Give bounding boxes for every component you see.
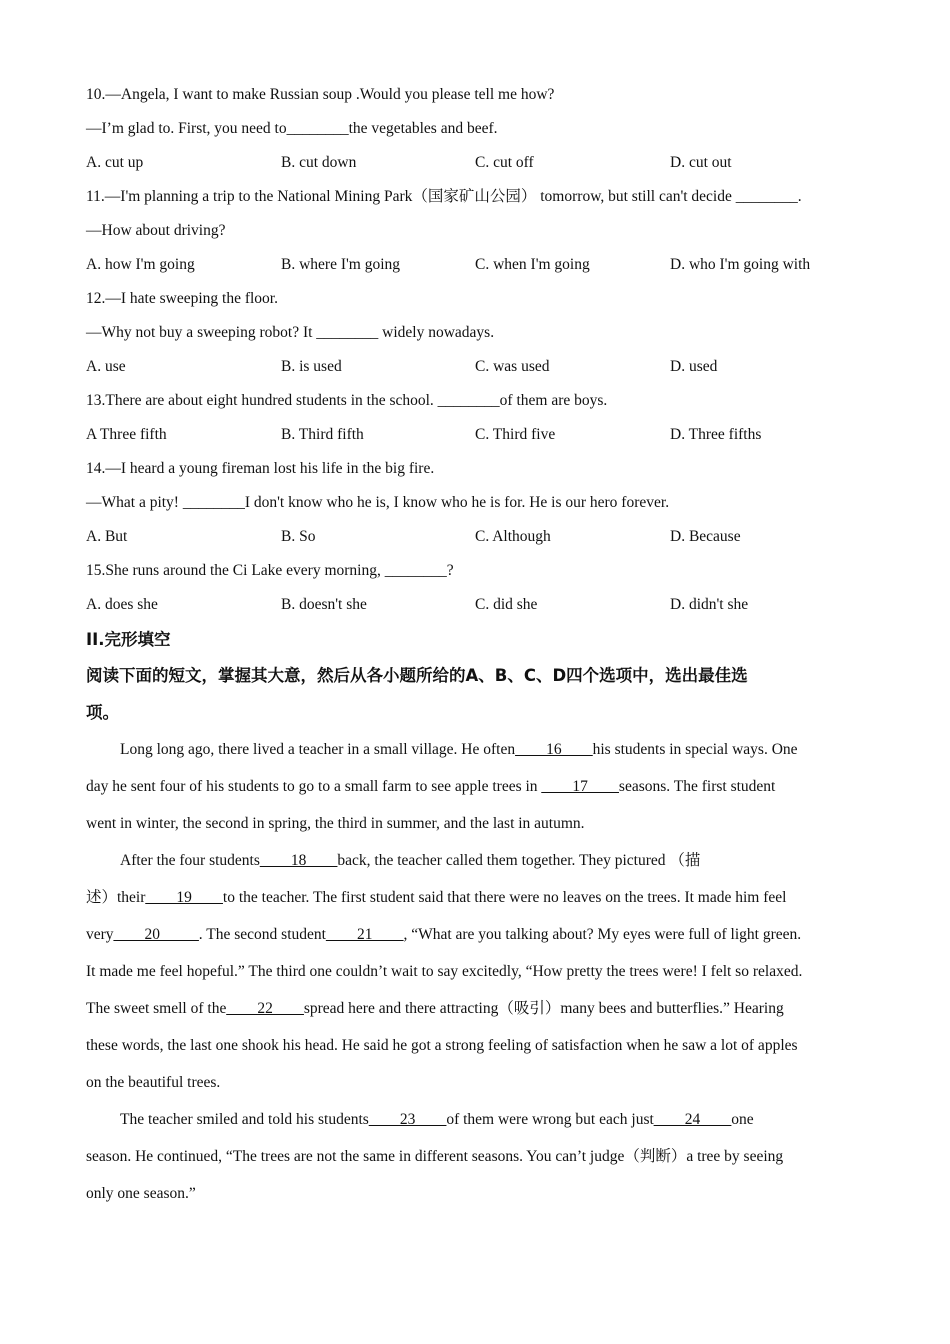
question-12-line-1: 12.—I hate sweeping the floor.	[86, 290, 278, 307]
instruction-line-2: 项。	[86, 703, 119, 722]
option-d: D. didn't she	[670, 596, 749, 613]
text: . The second student	[198, 926, 326, 943]
document-page	[86, 78, 866, 1212]
option-b: B. Third fifth	[281, 426, 364, 443]
question-13-line-1: 13.There are about eight hundred students in the school. ________of them are boys.	[86, 392, 608, 409]
option-d: D. used	[670, 358, 718, 375]
option-a: A Three fifth	[86, 426, 167, 443]
question-14-line-2: —What a pity! ________I don't know who he is, I know who he is for. He is our hero forever.	[86, 494, 670, 511]
question-12-options	[86, 350, 866, 384]
instruction-line-1: 阅读下面的短文，掌握其大意，然后从各小题所给的A、B、C、D四个选项中，选出最佳选	[86, 666, 748, 685]
question-10-line-2: —I’m glad to. First, you need to________the vegetables and beef.	[86, 120, 498, 137]
blank-22: ____22____	[226, 1000, 304, 1017]
option-a: A. does she	[86, 596, 158, 613]
option-b: B. where I'm going	[281, 256, 401, 273]
passage-p1-line-3: went in winter, the second in spring, the third in summer, and the last in autumn.	[86, 815, 585, 832]
option-d: D. cut out	[670, 154, 732, 171]
text: back, the teacher called them together. They pictured （描	[337, 852, 701, 869]
passage-p2-line-2	[86, 879, 866, 916]
blank-16: ____16____	[515, 741, 593, 758]
text: to the teacher. The first student said that there were no leaves on the trees. It made him feel	[222, 889, 787, 906]
option-c: C. was used	[475, 358, 550, 375]
option-c: C. cut off	[475, 154, 534, 171]
passage-p2-line-7: on the beautiful trees.	[86, 1074, 221, 1091]
text: one	[731, 1111, 754, 1128]
text: The sweet smell of the	[86, 1000, 227, 1017]
question-10-line-1: 10.—Angela, I want to make Russian soup .Would you please tell me how?	[86, 86, 555, 103]
text: very	[86, 926, 114, 943]
blank-24: ____24____	[653, 1111, 732, 1128]
question-14-options	[86, 520, 866, 554]
text: day he sent four of his students to go to a small farm to see apple trees in	[86, 778, 542, 795]
option-b: B. So	[281, 528, 316, 545]
question-11-line-2: —How about driving?	[86, 222, 226, 239]
question-11-line-1: 11.—I'm planning a trip to the National Mining Park（国家矿山公园） tomorrow, but still can't decide ________.	[86, 188, 802, 205]
option-a: A. But	[86, 528, 128, 545]
text: of them were wrong but each just	[446, 1111, 654, 1128]
text: seasons. The first student	[618, 778, 776, 795]
blank-18: ____18____	[259, 852, 338, 869]
text: The teacher smiled and told his students	[120, 1111, 369, 1128]
section-instruction	[86, 657, 866, 731]
text: Long long ago, there lived a teacher in a small village. He often	[120, 741, 516, 758]
passage-p1-line-2	[86, 768, 866, 805]
passage-p1-line-1	[86, 731, 866, 768]
option-a: A. use	[86, 358, 126, 375]
option-b: B. cut down	[281, 154, 357, 171]
question-12-line-2: —Why not buy a sweeping robot? It ________ widely nowadays.	[86, 324, 495, 341]
option-b: B. is used	[281, 358, 342, 375]
question-15-options	[86, 588, 866, 622]
question-13-options	[86, 418, 866, 452]
passage-p2-line-1	[86, 842, 866, 879]
section-heading: II.完形填空	[86, 630, 171, 649]
passage-p3-line-1	[86, 1101, 866, 1138]
question-10-options	[86, 146, 866, 180]
option-d: D. Because	[670, 528, 741, 545]
option-d: D. Three fifths	[670, 426, 762, 443]
blank-20: ____20_____	[113, 926, 199, 943]
question-15-line-1: 15.She runs around the Ci Lake every morning, ________?	[86, 562, 454, 579]
passage-p2-line-4: It made me feel hopeful.” The third one couldn’t wait to say excitedly, “How pretty the trees were! I felt so relaxed.	[86, 963, 803, 980]
question-14-line-1: 14.—I heard a young fireman lost his life in the big fire.	[86, 460, 435, 477]
question-11-options	[86, 248, 866, 282]
blank-23: ____23____	[368, 1111, 447, 1128]
option-a: A. how I'm going	[86, 256, 195, 273]
blank-19: ____19____	[145, 889, 223, 906]
text: After the four students	[120, 852, 260, 869]
passage-p3-line-3: only one season.”	[86, 1185, 196, 1202]
passage-p2-line-6: these words, the last one shook his head. He said he got a strong feeling of satisfaction when he saw a lot of apples	[86, 1037, 798, 1054]
text: his students in special ways. One	[592, 741, 798, 758]
option-c: C. when I'm going	[475, 256, 590, 273]
passage-p2-line-3	[86, 916, 866, 953]
option-c: C. did she	[475, 596, 538, 613]
option-c: C. Although	[475, 528, 551, 545]
text: spread here and there attracting（吸引）many bees and butterflies.” Hearing	[303, 1000, 784, 1017]
blank-21: ____21____	[325, 926, 404, 943]
passage-p3-line-2: season. He continued, “The trees are not the same in different seasons. You can’t judge（判断）a tree by seeing	[86, 1148, 784, 1165]
text: , “What are you talking about? My eyes were full of light green.	[403, 926, 802, 943]
option-d: D. who I'm going with	[670, 256, 811, 273]
option-b: B. doesn't she	[281, 596, 367, 613]
option-c: C. Third five	[475, 426, 556, 443]
passage-p2-line-5	[86, 990, 866, 1027]
blank-17: ____17____	[541, 778, 619, 795]
text: 述）their	[86, 889, 146, 906]
option-a: A. cut up	[86, 154, 144, 171]
